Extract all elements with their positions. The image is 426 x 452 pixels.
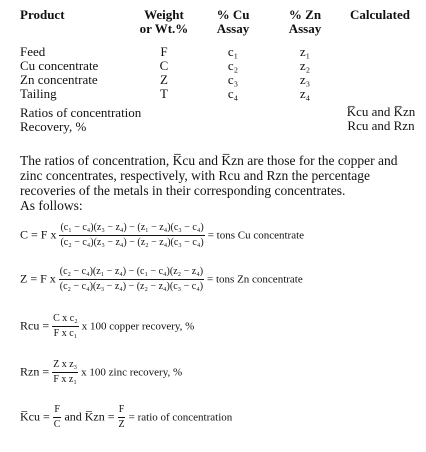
header-zn-assay [280, 8, 330, 36]
table-cell-weight: C [159, 58, 169, 73]
para-as-follows: As follows: [20, 198, 83, 213]
ratios-calc: K̅cu and K̅zn [346, 104, 416, 119]
recovery-label: Recovery, % [20, 119, 87, 134]
formula-k-den-2: Z [118, 419, 125, 430]
formula-rzn-denominator: F x z₁ [53, 374, 77, 385]
header-weight [133, 8, 195, 36]
formula-k-fraction-2 [118, 404, 126, 431]
ratios-label: Ratios of concentration [20, 105, 142, 120]
table-cell-product: Feed [20, 44, 46, 59]
header-zn-line2: Assay [288, 21, 322, 36]
formula-rzn [20, 359, 182, 386]
formula-c-lhs: C = F x [20, 227, 57, 242]
para-rcu: Rcu [218, 168, 241, 183]
table-cell-product: Cu concentrate [20, 58, 99, 73]
formula-z-fraction [59, 266, 204, 293]
para-text-3: are those for the copper and zinc concentrates, respectively, with [20, 153, 398, 183]
formula-zn-concentrate [20, 266, 303, 293]
formula-k-kcu: K̅cu = [20, 409, 50, 424]
table-cell-cu-assay: c₃ [227, 72, 239, 87]
header-cu-assay [208, 8, 258, 36]
formula-c-denominator: (c₂ − c₄)(z₃ − z₄) − (z₂ − z₄)(c₃ − c₄) [60, 237, 204, 248]
table-cell-product: Zn concentrate [20, 72, 98, 87]
formula-rzn-lhs: Rzn = [20, 364, 50, 379]
formula-z-rhs: = tons Zn concentrate [207, 273, 303, 286]
table-cell-zn-assay: z₁ [299, 44, 311, 59]
table-cell-cu-assay: c₄ [227, 86, 239, 101]
table-cell-cu-assay: c₂ [227, 58, 239, 73]
header-weight-line2: or Wt.% [139, 21, 189, 36]
para-text-2: and [195, 153, 222, 168]
table-cell-cu-assay: c₁ [227, 44, 239, 59]
table-cell-weight: T [160, 86, 168, 101]
formula-rcu-numerator: C x c₂ [52, 313, 79, 327]
para-kzn: K̅zn [221, 153, 244, 168]
table-cell-zn-assay: z₂ [299, 58, 311, 73]
formula-cu-concentrate [20, 222, 304, 249]
para-text-4: and [240, 168, 267, 183]
table-cell-product: Tailing [20, 86, 57, 101]
formula-rcu-rhs: x 100 copper recovery, % [81, 320, 195, 333]
para-text-5: the percentage recoveries of the metals in their corresponding concentrates. [20, 168, 370, 198]
table-cell-weight: Z [160, 72, 168, 87]
formula-z-lhs: Z = F x [20, 271, 56, 286]
formula-k-num-2: F [118, 404, 126, 418]
formula-k-and: and K̅zn = [64, 409, 115, 424]
formula-ratio-concentration [20, 404, 232, 431]
header-calculated: Calculated [350, 7, 410, 22]
formula-z-numerator: (c₂ − c₄)(z₁ − z₄) − (c₁ − c₄)(z₂ − z₄) [59, 266, 204, 280]
formula-rzn-fraction [52, 359, 78, 386]
formula-k-den-1: C [53, 419, 61, 430]
formula-rcu-lhs: Rcu = [20, 318, 50, 333]
formula-c-rhs: = tons Cu concentrate [207, 229, 305, 242]
header-cu-line2: Assay [216, 21, 250, 36]
formula-k-rhs: = ratio of concentration [128, 411, 233, 424]
header-weight-line1: Weight [144, 7, 184, 22]
header-zn-line1: % Zn [288, 7, 322, 22]
formula-rcu [20, 313, 194, 340]
formula-z-denominator: (c₂ − c₄)(z₃ − z₄) − (z₂ − z₄)(c₃ − c₄) [59, 281, 204, 292]
table-cell-zn-assay: z₃ [299, 72, 311, 87]
formula-c-numerator: (c₁ − c₄)(z₃ − z₄) − (z₁ − z₄)(c₃ − c₄) [59, 222, 204, 236]
formula-rzn-numerator: Z x z₃ [52, 359, 78, 373]
table-cell-weight: F [160, 44, 168, 59]
explanation-paragraph [20, 153, 412, 213]
para-text-1: The ratios of concentration, [20, 153, 173, 168]
header-cu-line1: % Cu [216, 7, 250, 22]
formula-k-num-1: F [53, 404, 61, 418]
para-rzn: Rzn [266, 168, 289, 183]
recovery-calc: Rcu and Rzn [347, 118, 415, 133]
table-cell-zn-assay: z₄ [299, 86, 311, 101]
formula-rcu-fraction [52, 313, 79, 340]
formula-rzn-rhs: x 100 zinc recovery, % [81, 366, 183, 379]
formula-rcu-denominator: F x c₁ [53, 328, 78, 339]
formula-k-fraction-1 [53, 404, 62, 431]
header-product: Product [20, 7, 65, 22]
para-kcu: K̅cu [172, 153, 196, 168]
formula-c-fraction [59, 222, 204, 249]
